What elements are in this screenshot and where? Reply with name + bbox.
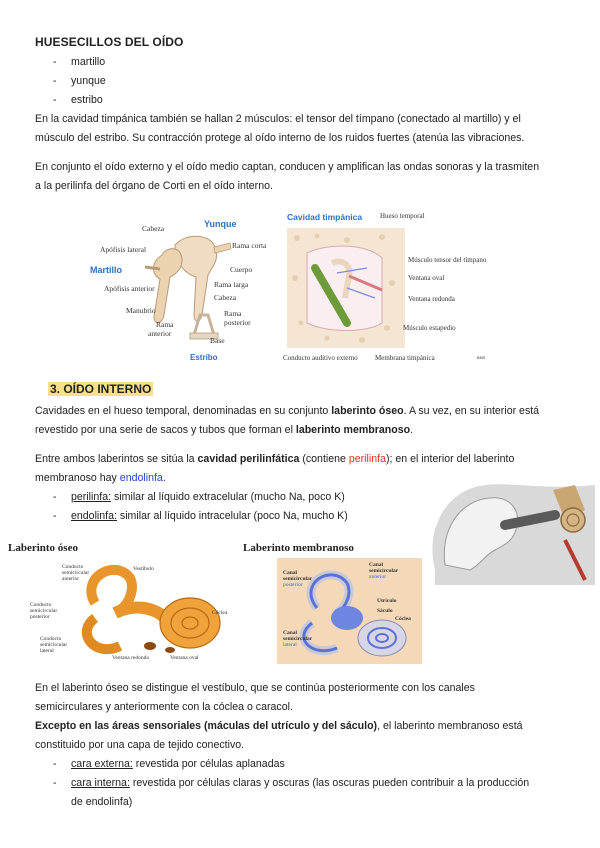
label-ventana-oval: Ventana oval xyxy=(408,274,445,282)
label-conducto-lateral-2: semicircular xyxy=(40,642,68,648)
label-cuerpo: Cuerpo xyxy=(230,265,253,274)
label-conducto-anterior: Conducto xyxy=(62,564,84,570)
membranous-labyrinth-figure xyxy=(277,558,422,664)
label-canal-lateral-3: lateral xyxy=(283,642,297,648)
label-canal-lateral: Canal xyxy=(283,630,298,636)
label-hueso-temporal: Hueso temporal xyxy=(380,212,425,220)
paragraph-line: semicirculares y anteriormente con la cóclea o caracol. xyxy=(35,701,293,713)
list-item: - martillo xyxy=(53,56,106,68)
label-utriculo: Utrículo xyxy=(377,598,397,604)
label-conducto-lateral-3: lateral xyxy=(40,648,54,654)
label-canal-anterior-3: anterior xyxy=(369,574,387,580)
label-estribo: Estribo xyxy=(190,353,218,362)
label-yunque: Yunque xyxy=(204,219,237,229)
label-conducto-posterior: Conducto xyxy=(30,602,52,608)
list-item: - estribo xyxy=(53,94,103,106)
label-conducto-anterior-2: semicircular xyxy=(62,570,90,576)
label-vestibulo: Vestíbulo xyxy=(133,566,154,572)
label-conducto-anterior-3: anterior xyxy=(62,576,80,582)
label-rama-posterior: Rama xyxy=(224,309,242,318)
label-conducto-auditivo: Conducto auditivo externo xyxy=(283,354,358,362)
label-saculo: Sáculo xyxy=(377,608,393,614)
label-canal-posterior: Canal xyxy=(283,570,298,576)
paragraph-line: Entre ambos laberintos se sitúa la cavidad perilinfática (contiene perilinfa); en el interior del laberinto xyxy=(35,453,515,465)
label-canal-lateral-2: semicircular xyxy=(283,636,313,642)
label-base: Base xyxy=(210,336,225,345)
label-ventana-redonda: Ventana redonda xyxy=(408,295,455,303)
paragraph-line: En conjunto el oído externo y el oído medio captan, conducen y amplifican las ondas sonoras y la trasmiten xyxy=(35,161,540,173)
bony-labyrinth-figure xyxy=(30,558,240,666)
label-rama-corta: Rama corta xyxy=(232,241,267,250)
label-martillo: Martillo xyxy=(90,265,123,275)
title-laberinto-membranoso: Laberinto membranoso xyxy=(243,542,354,554)
label-rama-posterior-2: posterior xyxy=(224,318,251,327)
label-musculo-estapedio: Músculo estapedio xyxy=(403,324,456,332)
section-heading-oido-interno: 3. OÍDO INTERNO xyxy=(50,382,152,396)
label-rama-anterior-2: anterior xyxy=(148,329,172,338)
list-item: - perilinfa: similar al líquido extracelular (mucho Na, poco K) xyxy=(53,491,345,503)
tympanic-cavity-figure xyxy=(283,208,513,368)
label-canal-posterior-2: semicircular xyxy=(283,576,313,582)
label-apofisis-lateral: Apófisis lateral xyxy=(100,245,147,254)
label-coclea-oseo: Cóclea xyxy=(212,610,228,616)
paragraph-line: En el laberinto óseo se distingue el vestíbulo, que se continúa posteriormente con los canales xyxy=(35,682,475,694)
label-coclea-memb: Cóclea xyxy=(395,616,411,622)
paragraph-line: Excepto en las áreas sensoriales (máculas del utrículo y del sáculo), el laberinto membranoso está xyxy=(35,720,523,732)
ear-illustration xyxy=(425,470,595,585)
label-cavidad-timpanica: Cavidad timpánica xyxy=(287,212,363,222)
label-ventana-redonda-oseo: Ventana redonda xyxy=(112,655,149,661)
title-laberinto-oseo: Laberinto óseo xyxy=(8,542,78,554)
membranous-labyrinth-illustration xyxy=(277,558,422,664)
paragraph-line: constituido por una capa de tejido conectivo. xyxy=(35,739,245,751)
label-canal-anterior-2: semicircular xyxy=(369,568,399,574)
paragraph-line: a la perilinfa del órgano de Corti en el oído interno. xyxy=(35,180,273,192)
paragraph-line: músculo del estribo. Su contracción protege al oído interno de los ruidos fuertes (atenúa las vibraciones. xyxy=(35,132,525,144)
label-membrana-timpanica: Membrana timpánica xyxy=(375,354,435,362)
paragraph-line: membranoso hay endolinfa. xyxy=(35,472,166,484)
ossicles-figure xyxy=(90,205,280,365)
label-canal-anterior: Canal xyxy=(369,562,384,568)
label-conducto-lateral: Conducto xyxy=(40,636,62,642)
list-item: - cara externa: revestida por células aplanadas xyxy=(53,758,285,770)
paragraph-line: En la cavidad timpánica también se hallan 2 músculos: el tensor del tímpano (conectado al martillo) y el xyxy=(35,113,521,125)
list-item-continuation: de endolinfa) xyxy=(71,796,133,808)
label-rama-larga: Rama larga xyxy=(214,280,249,289)
tympanic-cavity-illustration xyxy=(287,228,405,348)
label-conducto-posterior-2: semicircular xyxy=(30,608,58,614)
list-item: - endolinfa: similar al líquido intracelular (poco Na, mucho K) xyxy=(53,510,348,522)
section-title-huesecillos: HUESECILLOS DEL OÍDO xyxy=(35,35,184,49)
ear-cross-section-image xyxy=(425,470,595,585)
label-apofisis-anterior: Apófisis anterior xyxy=(104,284,155,293)
label-musculo-tensor: Músculo tensor del tímpano xyxy=(408,256,487,264)
label-rama-anterior: Rama xyxy=(156,320,174,329)
label-corner: ears xyxy=(477,356,486,361)
label-canal-posterior-3: posterior xyxy=(283,582,303,588)
list-item: - cara interna: revestida por células claras y oscuras (las oscuras pueden contribuir a la producción xyxy=(53,777,530,789)
paragraph-line: Cavidades en el hueso temporal, denominadas en su conjunto laberinto óseo. A su vez, en su interior está xyxy=(35,405,540,417)
label-conducto-posterior-3: posterior xyxy=(30,614,50,620)
list-item: - yunque xyxy=(53,75,106,87)
label-manubrio: Manubrio xyxy=(126,306,156,315)
paragraph-line: revestido por una serie de sacos y tubos que forman el laberinto membranoso. xyxy=(35,424,414,436)
label-ventana-oval-oseo: Ventana oval xyxy=(170,655,199,661)
label-cabeza-estribo: Cabeza xyxy=(214,293,237,302)
label-cabeza: Cabeza xyxy=(142,224,165,233)
